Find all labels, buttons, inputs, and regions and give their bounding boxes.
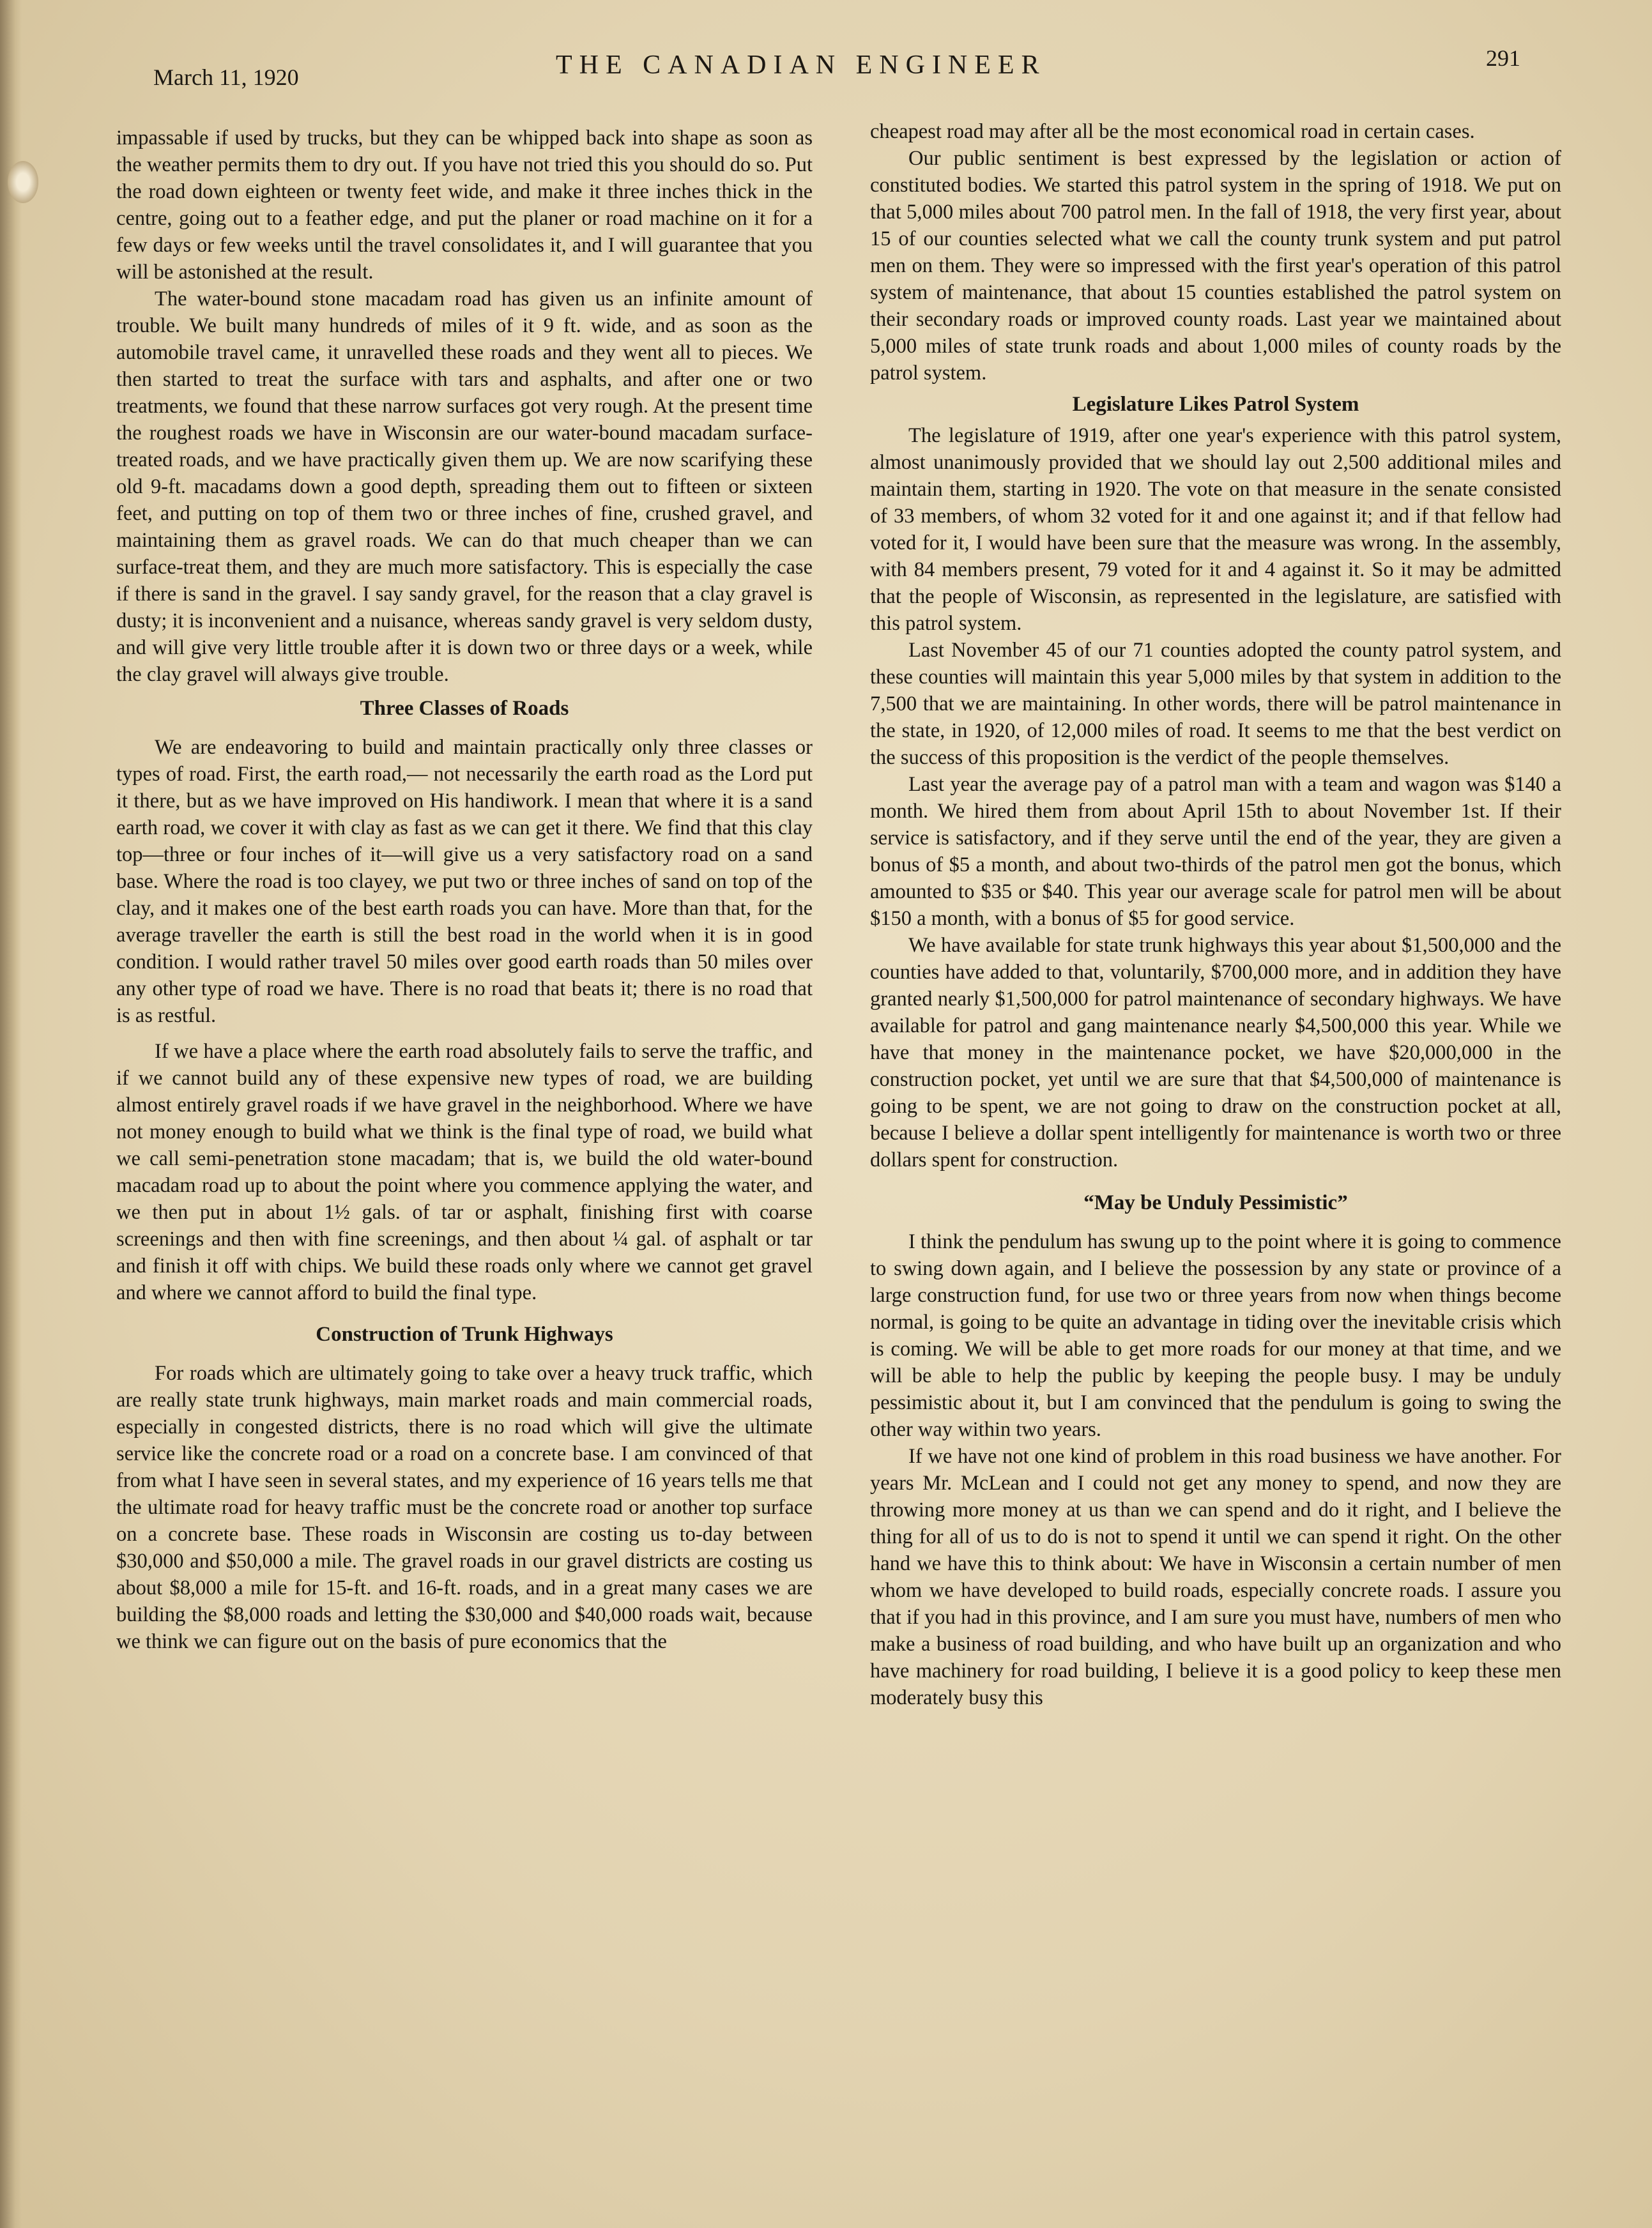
paragraph: For roads which are ultimately going to take over a heavy truck traffic, which are really state trunk highways, main market roads and main commercial roads, especially in congested districts, there is no road which will give the ultimate service like the concrete road or a road on a concrete base. I am convinced of that from what I have seen in several states, and my experience of 16 years tells me that the ultimate road for heavy traffic must be the concrete road or another top surface on a concrete base. These roads in Wisconsin are costing us to-day between $30,000 and $50,000 a mile. The gravel roads in our gravel districts are costing us about $8,000 a mile for 15-ft. and 16-ft. roads, and in a great many cases we are building the $8,000 roads and letting the $30,000 and $40,000 roads wait, because we think we can figure out on the basis of pure economics that the xyxy=(116,1362,813,1653)
page-number: 291 xyxy=(1486,45,1520,71)
paragraph: We are endeavoring to build and maintain practically only three classes or types of road. First, the earth road,— not necessarily the earth road as the Lord put it there, but as we have improved on His handiwork. I mean that where it is a sand earth road, we cover it with clay as fast as we can get it there. We find that this clay top—three or four inches of it—will give us a very satisfactory road on a sand base. Where the road is too clayey, we put two or three inches of sand on top of the clay, and it makes one of the best earth roads you can have. More than that, for the average traveller the earth is still the best road in the world when it is in good condition. I would rather travel 50 miles over good earth roads than 50 miles over any other type of road we have. There is no road that beats it; there is no road that is as restful. xyxy=(116,736,813,1027)
paragraph: cheapest road may after all be the most economical road in certain cases. xyxy=(870,120,1475,143)
punch-hole xyxy=(8,161,38,203)
section-heading: Legislature Likes Patrol System xyxy=(1072,393,1359,416)
binding-edge xyxy=(0,0,22,2228)
section-heading: Three Classes of Roads xyxy=(360,697,569,720)
paragraph: We have available for state trunk highways this year about $1,500,000 and the counties have added to that, voluntarily, $700,000 more, and in addition they have granted nearly $1,500,000 for patrol maintenance of secondary highways. We have available for patrol and gang maintenance nearly $4,500,000 this year. While we have that money in the maintenance pocket, we have $20,000,000 in the construction pocket, yet until we are sure that that $4,500,000 of maintenance is going to be spent, we are not going to draw on the construction pocket at all, because I believe a dollar spent intelligently for maintenance is worth two or three dollars spent for construction. xyxy=(870,934,1561,1171)
paragraph: impassable if used by trucks, but they can be whipped back into shape as soon as the weather permits them to dry out. If you have not tried this you should do so. Put the road down eighteen or twenty feet wide, and make it three inches thick in the centre, going out to a feather edge, and put the planer or road machine on it for a few days or few weeks until the travel consolidates it, and I will guarantee that you will be astonished at the result. xyxy=(116,126,813,284)
section-heading: “May be Unduly Pessimistic” xyxy=(1083,1191,1348,1214)
section-heading: Construction of Trunk Highways xyxy=(316,1323,613,1346)
paragraph: Last year the average pay of a patrol man with a team and wagon was $140 a month. We hired them from about April 15th to about November 1st. If their service is satisfactory, and if they serve until the end of the year, they are given a bonus of $5 a month, and about two-thirds of the patrol men got the bonus, which amounted to $35 or $40. This year our average scale for patrol men will be about $150 a month, with a bonus of $5 for good service. xyxy=(870,773,1561,930)
paragraph: I think the pendulum has swung up to the point where it is going to commence to swing down again, and I believe the possession by any state or province of a large construction fund, for use two or three years from now when things become normal, is going to be quite an advantage in tiding over the inevitable crisis which is coming. We will be able to get more roads for our money at that time, and we will be able to help the public by keeping the people busy. I may be unduly pessimistic about it, but I am convinced that the pendulum is going to swing the other way within two years. xyxy=(870,1230,1561,1441)
paragraph: Last November 45 of our 71 counties adopted the county patrol system, and these counties will maintain this year 5,000 miles by that system in addition to the 7,500 that we are maintaining. In other words, there will be patrol maintenance in the state, in 1920, of 12,000 miles of road. It seems to me that the best verdict on the success of this proposition is the verdict of the people themselves. xyxy=(870,639,1561,769)
journal-title: THE CANADIAN ENGINEER xyxy=(556,50,1046,80)
paragraph: The legislature of 1919, after one year's experience with this patrol system, almost unanimously provided that we should lay out 2,500 additional miles and maintain them, starting in 1920. The vote on that measure in the senate consisted of 33 members, of whom 32 voted for it and one against it; and if that fellow had voted for it, I would have been sure that the measure was wrong. In the assembly, with 84 members present, 79 voted for it and 4 against it. So it may be admitted that the people of Wisconsin, as represented in the legislature, are satisfied with this patrol system. xyxy=(870,424,1561,635)
issue-date: March 11, 1920 xyxy=(153,65,299,90)
page-header xyxy=(153,45,1546,96)
right-column xyxy=(870,118,1561,1711)
paragraph: Our public sentiment is best expressed by the legislation or action of constituted bodies. We started this patrol system in the spring of 1918. We put on that 5,000 miles about 700 patrol men. In the fall of 1918, the very first year, about 15 of our counties selected what we call the county trunk system and put patrol men on them. They were so impressed with the first year's operation of this patrol system of maintenance, that about 15 counties established the patrol system on their secondary roads or improved county roads. Last year we maintained about 5,000 miles of state trunk roads and about 1,000 miles of county roads by the patrol system. xyxy=(870,147,1561,385)
paragraph: If we have a place where the earth road absolutely fails to serve the traffic, and if we cannot build any of these expensive new types of road, we are building almost entirely gravel roads if we have gravel in the neighborhood. Where we have not money enough to build what we think is the final type of road, we build what we call semi-penetration stone macadam; that is, we build the old water-bound macadam road up to about the point where you commence applying the water, and we then put in about 1½ gals. of tar or asphalt, finishing first with coarse screenings and then with fine screenings, and then about ¼ gal. of asphalt or tar and finish it off with chips. We build these roads only where we cannot get gravel and where we cannot afford to build the final type. xyxy=(116,1040,813,1304)
left-column xyxy=(116,125,813,1655)
paragraph: The water-bound stone macadam road has given us an infinite amount of trouble. We built many hundreds of miles of it 9 ft. wide, and as soon as the automobile travel came, it unravelled these roads and they went all to pieces. We then started to treat the surface with tars and asphalts, and after one or two treatments, we found that these narrow surfaces got very rough. At the present time the roughest roads we have in Wisconsin are our water-bound macadam surface-treated roads, and we have practically given them up. We are now scarifying these old 9-ft. macadams down a good depth, spreading them out to fifteen or sixteen feet, and putting on top of them two or three inches of fine, crushed gravel, and maintaining them as gravel roads. We can do that much cheaper than we can surface-treat them, and they are much more satisfactory. This is especially the case if there is sand in the gravel. I say sandy gravel, for the reason that a clay gravel is dusty; it is inconvenient and a nuisance, whereas sandy gravel is very seldom dusty, and will give very little trouble after it is down two or three days or a week, while the clay gravel will always give trouble. xyxy=(116,287,813,686)
paragraph: If we have not one kind of problem in this road business we have another. For years Mr. McLean and I could not get any money to spend, and now they are throwing more money at us than we can spend and do it right, and I believe the thing for all of us to do is not to spend it until we can spend it right. On the other hand we have this to think about: We have in Wisconsin a certain number of men whom we have developed to build roads, especially concrete roads. I assure you that if you had in this province, and I am sure you must have, numbers of men who make a business of road building, and who have built up an organization and who have machinery for road building, I believe it is a good policy to keep these men moderately busy this xyxy=(870,1445,1561,1709)
